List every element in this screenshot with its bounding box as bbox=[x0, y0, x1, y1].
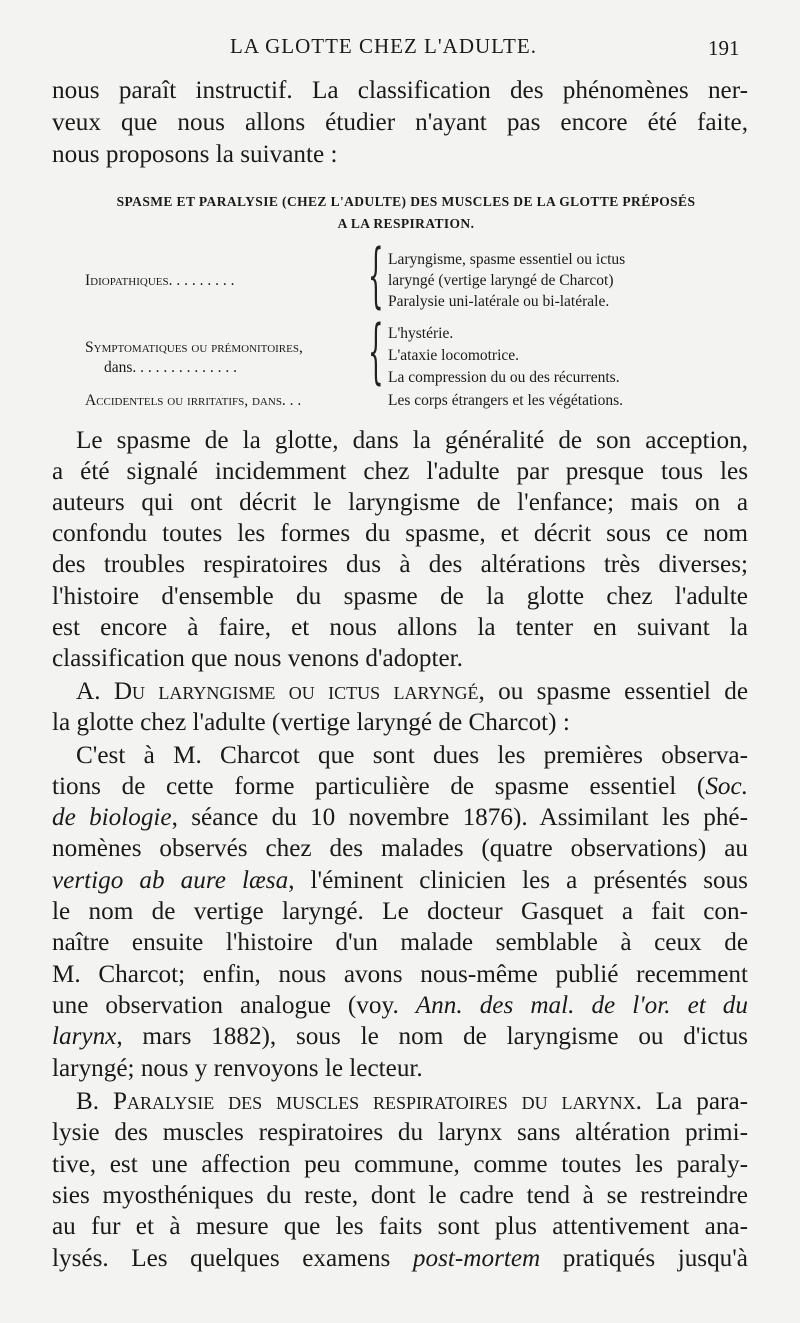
section-b-title-smallcaps: Paralysie des muscles respiratoires du larynx. bbox=[113, 1088, 642, 1115]
symptomatic-label-line-2: dans. . . . . . . . . . . . . . bbox=[104, 359, 238, 376]
para2-line-8: M. Charcot; enfin, nous avons nous-même publié recemment bbox=[52, 961, 748, 988]
section-a-title bbox=[52, 677, 748, 708]
symptomatic-item-3: La compression du ou des récurrents. bbox=[388, 369, 620, 386]
para1-line-2: a été signalé incidemment chez l'adulte par presque tous les bbox=[52, 458, 748, 485]
section-b-line-2: lysie des muscles respiratoires du larynx sans altération primi- bbox=[52, 1119, 748, 1146]
section-b-post-mortem: post-mortem bbox=[412, 1245, 541, 1272]
para2-citation-ann: Ann. des mal. de l'or. et du bbox=[415, 992, 748, 1019]
para2-line-2a: tions de cette forme particulière de spasme essentiel ( bbox=[52, 773, 706, 800]
para2-line-4: nomènes observés chez des malades (quatre observations) au bbox=[52, 835, 748, 862]
classification-heading-line-2: A LA RESPIRATION. bbox=[337, 216, 475, 231]
para2-line-10 bbox=[52, 1022, 748, 1053]
symptomatic-item-2: L'ataxie locomotrice. bbox=[388, 347, 520, 364]
brace-idiopathic: { bbox=[368, 234, 384, 316]
section-a-title-smallcaps: Du laryngisme ou ictus laryngé, bbox=[113, 678, 485, 705]
para2-line-3b: , séance du 10 novembre 1876). Assimilant les phé- bbox=[171, 804, 748, 831]
intro-line-2: veux que nous allons étudier n'ayant pas encore été faite, bbox=[52, 109, 748, 136]
intro-line-1: nous paraît instructif. La classification des phénomènes ner- bbox=[52, 77, 748, 104]
idiopathic-item-2: laryngé (vertige laryngé de Charcot) bbox=[388, 272, 614, 289]
para2-line-2 bbox=[52, 772, 748, 803]
section-b-line-4: sies myosthéniques du reste, dont le cadre tend à se restreindre bbox=[52, 1182, 748, 1209]
section-b-title-rest: La para- bbox=[641, 1088, 749, 1115]
para2-line-11: laryngé; nous y renvoyons le lecteur. bbox=[52, 1055, 423, 1082]
section-a-title-rest: ou spasme essentiel de bbox=[484, 678, 749, 705]
para2-line-6: le nom de vertige laryngé. Le docteur Gasquet a fait con- bbox=[52, 898, 748, 925]
page-number: 191 bbox=[708, 36, 740, 60]
section-a-line-2: la glotte chez l'adulte (vertige laryngé de Charcot) : bbox=[52, 709, 570, 736]
para2-line-9a: une observation analogue (voy. bbox=[52, 992, 416, 1019]
idiopathic-item-3: Paralysie uni-latérale ou bi-latérale. bbox=[388, 293, 610, 310]
para1-line-6: l'histoire d'ensemble du spasme de la glotte chez l'adulte bbox=[52, 583, 748, 610]
section-b-line-6c: pratiqués jusqu'à bbox=[540, 1245, 748, 1272]
symptomatic-label-line-1: Symptomatiques ou prémonitoires, bbox=[85, 339, 303, 356]
para2-citation-larynx: larynx bbox=[52, 1023, 117, 1050]
para2-line-9 bbox=[52, 991, 748, 1022]
section-b-line-5: au fur et à mesure que les faits sont plus attentivement ana- bbox=[52, 1213, 748, 1240]
para1-line-5: des troubles respiratoires dus à des altérations très diverses; bbox=[52, 551, 748, 578]
para2-latin-phrase: vertigo ab aure læsa bbox=[52, 867, 289, 894]
running-head: LA GLOTTE CHEZ L'ADULTE. bbox=[230, 34, 537, 58]
para1-line-1: Le spasme de la glotte, dans la généralité de son acception, bbox=[76, 427, 748, 454]
section-b-title bbox=[52, 1087, 748, 1118]
para1-line-4: confondu toutes les formes du spasme, et décrit sous ce nom bbox=[52, 520, 748, 547]
section-b-line-6 bbox=[52, 1244, 748, 1275]
para2-line-5b: , l'éminent clinicien les a présentés sous bbox=[288, 867, 748, 894]
para2-line-7: naître ensuite l'histoire d'un malade semblable à ceux de bbox=[52, 929, 748, 956]
section-a-letter: A. bbox=[76, 678, 101, 705]
brace-symptomatic: { bbox=[368, 310, 384, 392]
classification-heading-line-1: SPASME ET PARALYSIE (CHEZ L'ADULTE) DES MUSCLES DE LA GLOTTE PRÉPOSÉS bbox=[116, 194, 696, 209]
accidental-item: Les corps étrangers et les végétations. bbox=[388, 392, 623, 409]
para2-citation-biologie: de biologie bbox=[52, 804, 172, 831]
symptomatic-item-1: L'hystérie. bbox=[388, 325, 454, 342]
para2-line-1: C'est à M. Charcot que sont dues les premières observa- bbox=[76, 742, 748, 769]
section-b-line-6a: lysés. Les quelques examens bbox=[52, 1245, 413, 1272]
idiopathic-item-1: Laryngisme, spasme essentiel ou ictus bbox=[388, 251, 626, 268]
section-b-line-3: tive, est une affection peu commune, comme toutes les paraly- bbox=[52, 1151, 748, 1178]
para1-line-8: classification que nous venons d'adopter. bbox=[52, 645, 463, 672]
intro-line-3: nous proposons la suivante : bbox=[52, 141, 338, 168]
para2-line-3 bbox=[52, 803, 748, 834]
section-b-letter: B. bbox=[76, 1088, 100, 1115]
para2-line-10b: , mars 1882), sous le nom de laryngisme ou d'ictus bbox=[116, 1023, 748, 1050]
para1-line-3: auteurs qui ont décrit le laryngisme de l'enfance; mais on a bbox=[52, 489, 748, 516]
para2-line-5 bbox=[52, 866, 748, 897]
para2-citation-soc: Soc. bbox=[705, 773, 748, 800]
para1-line-7: est encore à faire, et nous allons la tenter en suivant la bbox=[52, 614, 748, 641]
accidental-label: Accidentels ou irritatifs, dans. . . bbox=[85, 392, 302, 409]
idiopathic-label: Idiopathiques. . . . . . . . . bbox=[85, 272, 235, 289]
